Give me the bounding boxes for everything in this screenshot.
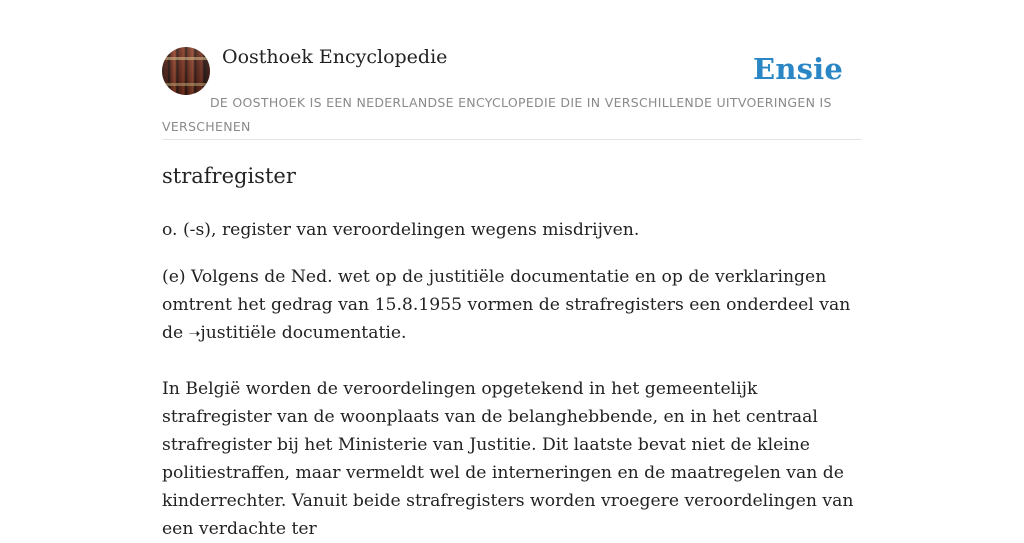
avatar-shine — [162, 47, 210, 95]
site-tagline: DE OOSTHOEK IS EEN NEDERLANDSE ENCYCLOPEDIE DIE IN VERSCHILLENDE UITVOERINGEN IS VERSCHENEN — [162, 95, 832, 134]
page-container — [162, 0, 862, 539]
article-paragraph-2 — [162, 263, 862, 348]
arrow-right-icon: ➝ — [188, 326, 201, 342]
encyclopedia-avatar[interactable] — [162, 47, 210, 95]
article-paragraph-3: In België worden de veroordelingen opgetekend in het gemeentelijk strafregister van de woonplaats van de belanghebbende, en in het centraal strafregister bij het Ministerie van Justitie. Dit laatste bevat niet de kleine politiestraffen, maar vermeldt wel de interneringen en de maatregelen van de kinderrechter. Vanuit beide strafregisters worden vroegere veroordelingen van een verdachte ter — [162, 379, 854, 539]
article-title: strafregister — [162, 164, 296, 188]
site-header — [162, 0, 862, 140]
paragraph-2-end: . — [401, 323, 407, 343]
site-title[interactable]: Oosthoek Encyclopedie — [222, 46, 448, 68]
link-label: justitiële documentatie — [200, 323, 402, 343]
article-definition: o. (-s), register van veroordelingen wegens misdrijven. — [162, 220, 640, 240]
justitiele-documentatie-link[interactable] — [189, 323, 401, 343]
paragraph-2-text: (e) Volgens de Ned. wet op de justitiële documentatie en op de verklaringen omtrent het gedrag van 15.8.1955 vormen de strafregisters een onderdeel van de — [162, 267, 851, 343]
brand-logo[interactable]: Ensie — [753, 52, 843, 86]
